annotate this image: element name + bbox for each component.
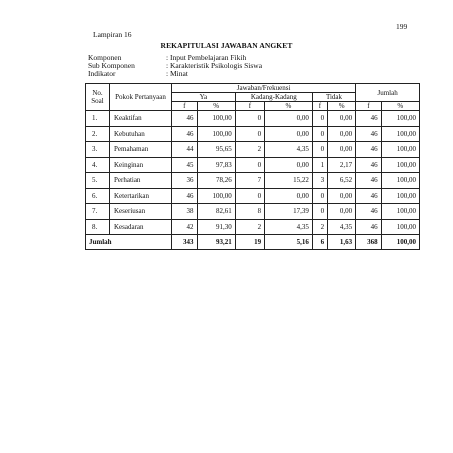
- table-row: [86, 219, 420, 235]
- row-cell: 46: [356, 188, 382, 204]
- row-cell: 0: [312, 111, 327, 127]
- row-cell: 82,61: [197, 204, 235, 220]
- row-cell: 95,65: [197, 142, 235, 158]
- total-cell: 343: [172, 235, 198, 250]
- row-cell: 0,00: [328, 188, 356, 204]
- row-cell: 0,00: [328, 204, 356, 220]
- row-cell: 4,35: [328, 219, 356, 235]
- row-item: Keinginan: [110, 157, 172, 173]
- row-cell: 97,83: [197, 157, 235, 173]
- row-cell: 100,00: [381, 111, 419, 127]
- header-f: f: [356, 102, 382, 111]
- row-number: 6.: [86, 188, 110, 204]
- row-cell: 0,00: [328, 126, 356, 142]
- meta-key: Sub Komponen: [88, 61, 135, 71]
- row-cell: 2: [312, 219, 327, 235]
- row-cell: 44: [172, 142, 198, 158]
- meta-key: Indikator: [88, 69, 116, 79]
- row-item: Keaktifan: [110, 111, 172, 127]
- document-title: REKAPITULASI JAWABAN ANGKET: [160, 41, 293, 50]
- total-cell: 1,63: [328, 235, 356, 250]
- total-cell: 6: [312, 235, 327, 250]
- row-cell: 1: [312, 157, 327, 173]
- row-cell: 0,00: [265, 111, 313, 127]
- row-cell: 42: [172, 219, 198, 235]
- row-cell: 2: [235, 219, 264, 235]
- row-number: 3.: [86, 142, 110, 158]
- row-cell: 100,00: [197, 126, 235, 142]
- row-cell: 0: [235, 188, 264, 204]
- row-cell: 0,00: [265, 188, 313, 204]
- header-pct: %: [265, 102, 313, 111]
- row-cell: 46: [356, 219, 382, 235]
- row-item: Perhatian: [110, 173, 172, 189]
- row-number: 5.: [86, 173, 110, 189]
- row-cell: 4,35: [265, 142, 313, 158]
- row-cell: 78,26: [197, 173, 235, 189]
- row-cell: 0: [312, 142, 327, 158]
- row-cell: 100,00: [381, 142, 419, 158]
- row-cell: 100,00: [381, 219, 419, 235]
- row-cell: 0: [235, 157, 264, 173]
- header-jawaban: Jawaban/Frekuensi: [172, 84, 356, 93]
- row-cell: 46: [172, 126, 198, 142]
- row-cell: 46: [356, 142, 382, 158]
- row-number: 7.: [86, 204, 110, 220]
- row-cell: 46: [356, 111, 382, 127]
- row-cell: 100,00: [381, 126, 419, 142]
- row-cell: 4,35: [265, 219, 313, 235]
- recap-table: [85, 83, 420, 250]
- header-no: No. Soal: [86, 84, 110, 111]
- row-cell: 36: [172, 173, 198, 189]
- row-item: Pemahaman: [110, 142, 172, 158]
- row-cell: 0: [235, 126, 264, 142]
- header-kadang: Kadang-Kadang: [235, 93, 312, 102]
- row-cell: 2,17: [328, 157, 356, 173]
- meta-key: Komponen: [88, 53, 122, 62]
- row-cell: 0,00: [265, 157, 313, 173]
- row-cell: 46: [356, 126, 382, 142]
- total-cell: 5,16: [265, 235, 313, 250]
- meta-block: [88, 54, 262, 79]
- row-number: 2.: [86, 126, 110, 142]
- header-ya: Ya: [172, 93, 236, 102]
- table-row: [86, 188, 420, 204]
- header-pct: %: [328, 102, 356, 111]
- header-f: f: [235, 102, 264, 111]
- row-cell: 3: [312, 173, 327, 189]
- table-row: [86, 173, 420, 189]
- meta-value: : Karakteristik Psikologis Siswa: [166, 61, 263, 71]
- table-row: [86, 111, 420, 127]
- row-cell: 46: [172, 188, 198, 204]
- row-number: 8.: [86, 219, 110, 235]
- header-jumlah: Jumlah: [356, 84, 420, 102]
- row-cell: 100,00: [381, 204, 419, 220]
- row-item: Keseriusan: [110, 204, 172, 220]
- row-number: 1.: [86, 111, 110, 127]
- row-cell: 6,52: [328, 173, 356, 189]
- row-cell: 46: [356, 204, 382, 220]
- row-cell: 17,39: [265, 204, 313, 220]
- header-tidak: Tidak: [312, 93, 355, 102]
- row-item: Kesadaran: [110, 219, 172, 235]
- row-cell: 38: [172, 204, 198, 220]
- row-cell: 91,30: [197, 219, 235, 235]
- table-row: [86, 142, 420, 158]
- row-cell: 0: [235, 111, 264, 127]
- table-row: [86, 204, 420, 220]
- header-row: [86, 84, 420, 93]
- row-cell: 100,00: [197, 188, 235, 204]
- total-cell: 93,21: [197, 235, 235, 250]
- row-cell: 0,00: [328, 111, 356, 127]
- total-cell: 19: [235, 235, 264, 250]
- row-cell: 100,00: [381, 173, 419, 189]
- row-cell: 46: [356, 157, 382, 173]
- row-cell: 0,00: [265, 126, 313, 142]
- header-pct: %: [197, 102, 235, 111]
- row-cell: 100,00: [197, 111, 235, 127]
- row-cell: 0: [312, 126, 327, 142]
- total-label: Jumlah: [86, 235, 172, 250]
- header-f: f: [172, 102, 198, 111]
- table-row: [86, 157, 420, 173]
- total-row: [86, 235, 420, 250]
- row-cell: 46: [356, 173, 382, 189]
- header-pokok: Pokok Pertanyaan: [110, 84, 172, 111]
- meta-row: [88, 70, 262, 78]
- row-cell: 0: [312, 188, 327, 204]
- total-cell: 368: [356, 235, 382, 250]
- row-cell: 100,00: [381, 157, 419, 173]
- row-cell: 0,00: [328, 142, 356, 158]
- row-cell: 8: [235, 204, 264, 220]
- total-cell: 100,00: [381, 235, 419, 250]
- table-row: [86, 126, 420, 142]
- row-cell: 46: [172, 111, 198, 127]
- meta-value: : Minat: [166, 69, 188, 79]
- row-cell: 45: [172, 157, 198, 173]
- header-pct: %: [381, 102, 419, 111]
- row-cell: 7: [235, 173, 264, 189]
- row-item: Ketertarikan: [110, 188, 172, 204]
- row-cell: 100,00: [381, 188, 419, 204]
- row-item: Kebutuhan: [110, 126, 172, 142]
- row-cell: 2: [235, 142, 264, 158]
- page-number: 199: [396, 22, 408, 31]
- row-cell: 15,22: [265, 173, 313, 189]
- header-f: f: [312, 102, 327, 111]
- appendix-label: Lampiran 16: [93, 30, 132, 39]
- row-number: 4.: [86, 157, 110, 173]
- meta-value: : Input Pembelajaran Fikih: [166, 53, 247, 62]
- row-cell: 0: [312, 204, 327, 220]
